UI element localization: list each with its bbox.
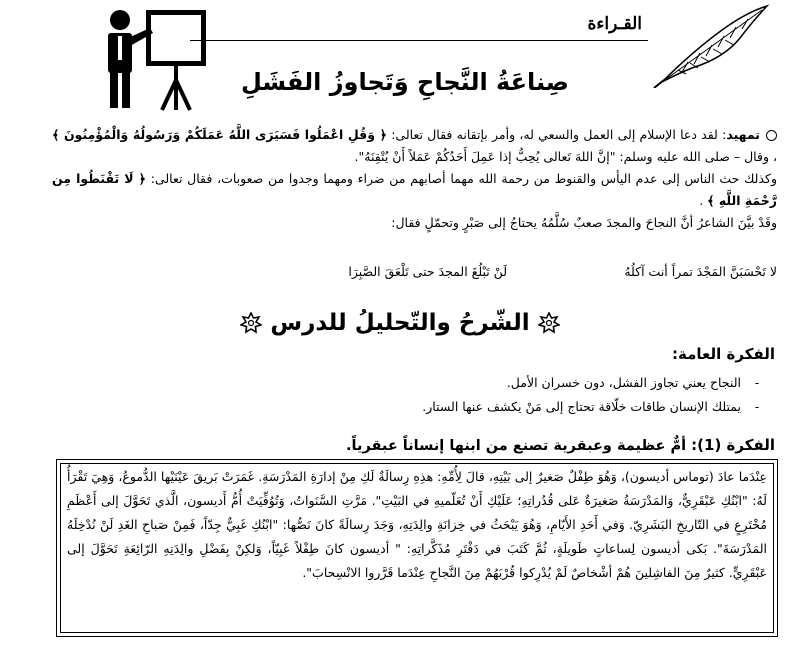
lesson-title: صِناعَةُ النَّجاحِ وَتَجاوزُ الفَشَلِ — [241, 68, 569, 96]
section-heading — [240, 307, 560, 339]
list-item: -النجاح يعني تجاوز الفشل، دون خسران الأمل. — [506, 375, 760, 390]
intro-text: . — [699, 193, 708, 208]
intro-text: وقَدْ بيَّنَ الشاعرُ أنَّ النجاحَ والمجدَ صعبٌ سُلَّمُهُ يحتاجُ إلى صَبْرٍ وتحمّلٍ فقال: — [391, 215, 777, 230]
header-rule — [190, 40, 648, 41]
general-idea-list — [253, 371, 773, 419]
quran-verse: ﴿ وَقُلِ اعْمَلُوا فَسَيَرَى اللَّهُ عَمَلَكُمْ وَرَسُولُهُ وَالْمُؤْمِنُونَ ﴾ — [52, 127, 387, 142]
ornament-star-icon — [240, 312, 262, 334]
story-text: عِنْدَما عادَ (توماس أديسون)، وَهُوَ طِفْلٌ صَغيرٌ إلى بَيْتِهِ، قالَ لِأُمِّهِ: هذِهِ رِسالَةٌ لَكِ مِنْ إدارَةِ المَدْرَسَةِ. غَمَرَتْ بَريقَ عَيْنَيْها الدُّموعُ، وَهِيَ تَقْرَأُ لَهُ: "ابْنُكِ عَبْقَرِيٌّ، وَالمَدْرَسَةُ صَغيرَةٌ عَلى قُدُراتِهِ؛ عَلَيْكِ أَنْ تُعَلّميهِ في البَيْتِ". مَرَّتِ السَّنَواتُ، وَتُوُفِّيَتْ أُمُّ أَديسون، الَّذي تَحَوَّلَ إلى أَعْظَمِ مُخْتَرِعٍ في التّاريخِ البَشَرِيّ. وَفي أَحَدِ الأَيّامِ، وَهُوَ يَبْحَثُ في خِزانَةِ والِدَتِهِ، وَجَدَ رِسالَةً كانَ نَصُّها: "ابْنُكِ غَبِيٌّ جِدّاً، فَمِنْ صَباحِ الغَدِ لَنْ نُدْخِلَهُ المَدْرَسَةَ". بَكى أديسون لِساعاتٍ طَويلَةٍ، ثُمَّ كَتَبَ في دَفْتَرِ مُذَكَّراتِهِ: " أديسون كانَ طِفْلاً غَبِيّاً، وَلكِنْ بِفَضْلِ والِدَتِهِ الرّائِعَةِ تَحَوَّلَ إلى عَبْقَرِيٍّ. كثيرٌ مِنَ الفاشِلينَ هُمْ أشْخاصٌ لَمْ يُدْرِكوا قُرْبَهُمْ مِنَ النَّجاحِ عِنْدَما قَرَّروا الانْسِحابَ". — [60, 463, 774, 633]
idea-1-heading — [346, 436, 775, 454]
section-label: القـراءة — [587, 14, 642, 34]
circle-bullet-icon — [766, 130, 777, 141]
general-idea-heading: الفكرة العامة: — [672, 345, 775, 363]
poem-verse — [248, 264, 777, 286]
intro-text: : لقد دعا الإسلام إلى العمل والسعي له، وأمر بإتقانه فقال تعالى: — [386, 127, 727, 142]
quran-verse: ﴿ لَا تَقْنَطُوا مِن رَّحْمَةِ اللَّهِ ﴾ — [52, 171, 777, 208]
intro-text: ، وقال – صلى الله عليه وسلم: "إنَّ اللهَ تَعالى يُحِبُّ إذا عَمِلَ أَحَدُكُمْ عَمَلاً أَنْ يُتْقِنَهُ". — [354, 149, 777, 164]
intro-label: تمهيد — [726, 127, 760, 142]
story-box — [56, 459, 778, 637]
section-title-text: الشّرحُ والتّحليلُ للدرس — [270, 310, 530, 336]
quill-icon — [652, 2, 772, 88]
list-item: -يمتلك الإنسان طاقات خلّاقة تحتاج إلى مَنْ يكشف عنها الستار. — [422, 399, 760, 414]
ornament-star-icon — [538, 312, 560, 334]
presenter-board-icon — [98, 6, 218, 114]
idea-1-label: الفكرة (1): — [691, 436, 775, 454]
intro-paragraph — [52, 124, 777, 234]
intro-text: وكذلك حث الناس إلى عدم اليأس والقنوط من رحمة الله مهما أصابهم من ضراء ومهما وجدوا من صعوبات، فقال تعالى: — [145, 171, 777, 186]
idea-1-text: أمٌّ عظيمة وعبقرية تصنع من ابنها إنساناً عبقرياً. — [346, 438, 692, 454]
poem-hemistich: لا تَحْسَبَنَّ المَجْدَ تمراً أنت آكلُهُ — [624, 264, 777, 279]
poem-hemistich: لَنْ تَبْلُغَ المجدَ حتى تَلْعَقَ الصَّبِرَا — [348, 264, 507, 279]
